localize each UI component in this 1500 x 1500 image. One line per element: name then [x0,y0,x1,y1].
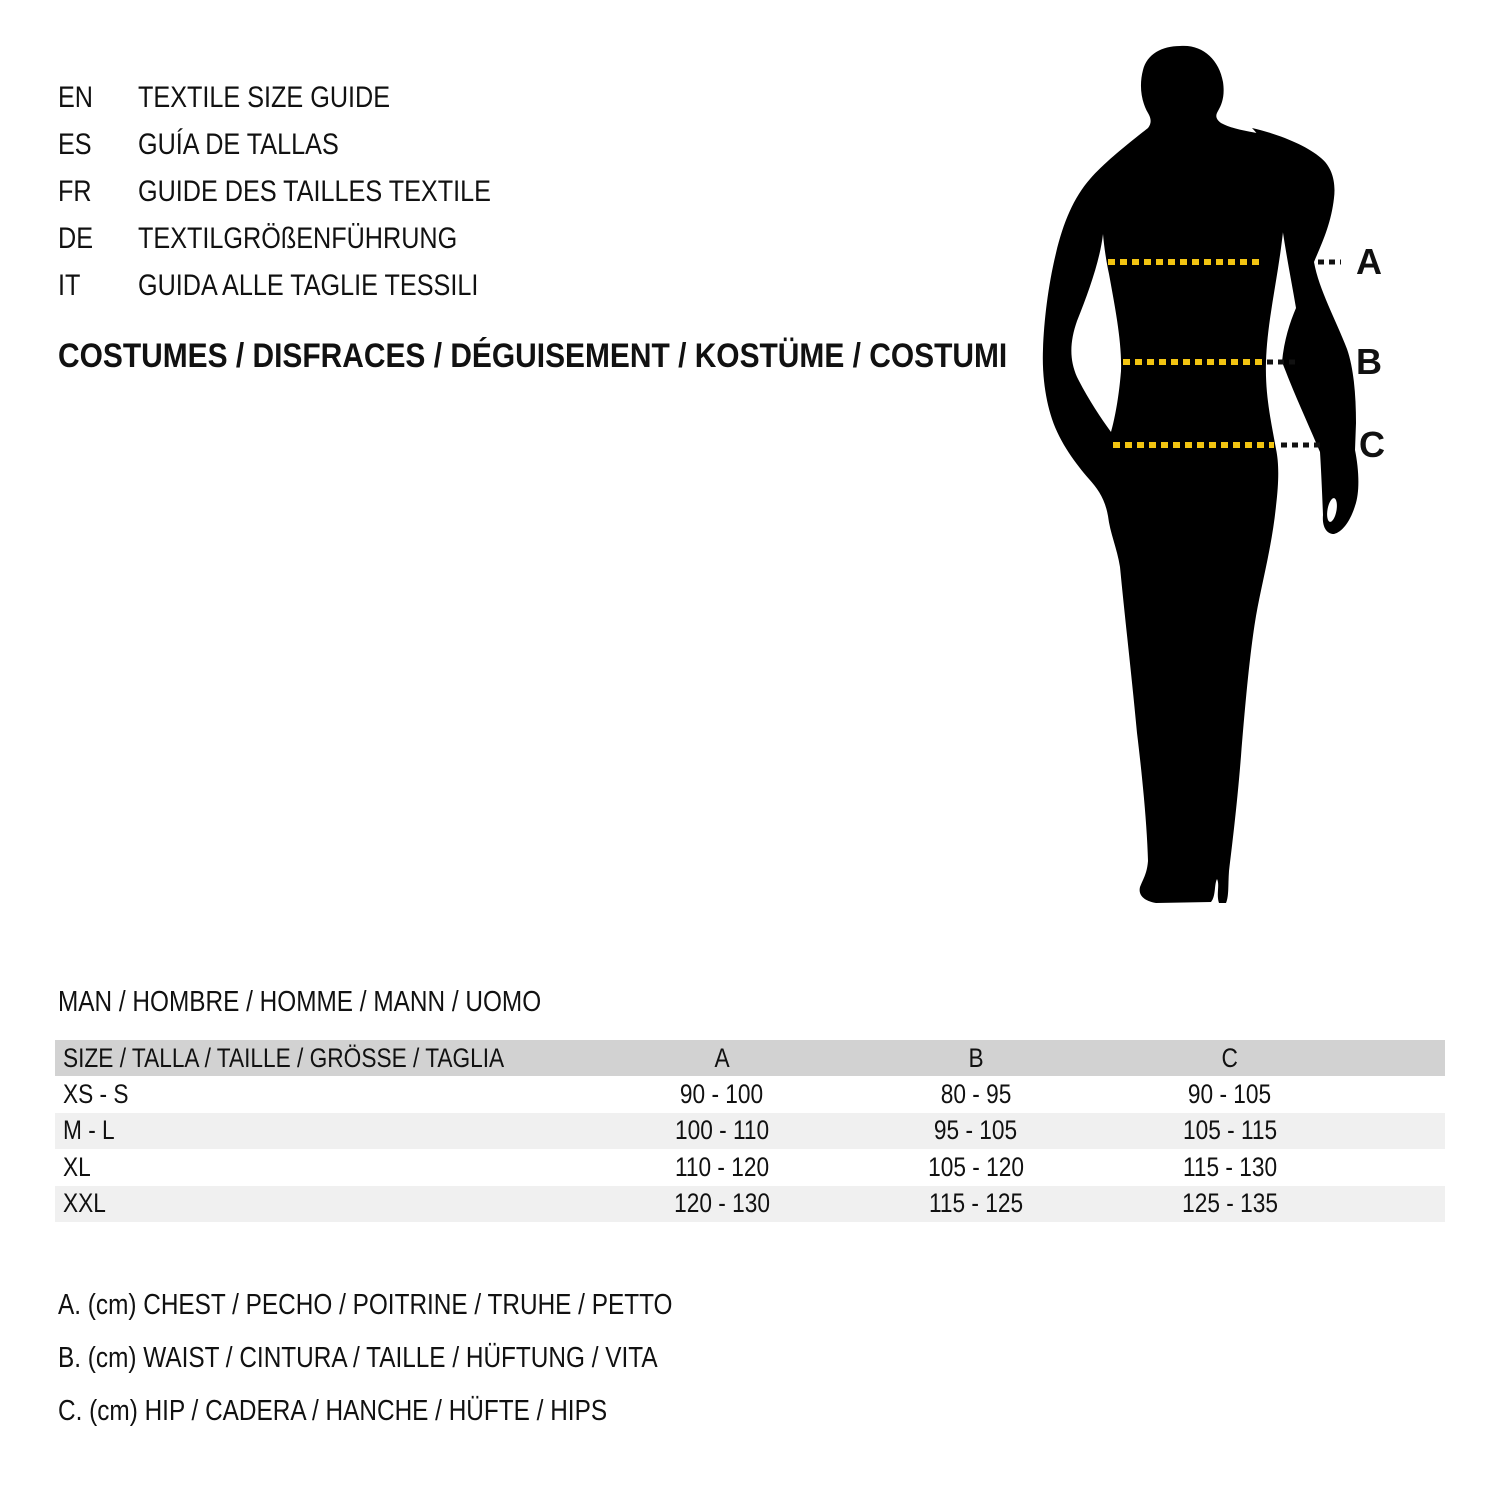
language-row [58,121,558,168]
language-label: TEXTILGRÖßENFÜHRUNG [138,222,458,255]
measurement-legend [58,1279,790,1438]
value-cell-c: 90 - 105 [1188,1078,1272,1109]
size-table [55,1040,1445,1222]
table-header-col-c: C [1221,1042,1239,1073]
size-cell: XL [63,1151,91,1182]
value-cell-b: 105 - 120 [928,1151,1024,1182]
language-row [58,168,558,215]
marker-label-c: C [1359,424,1385,465]
language-row [58,215,558,262]
table-header-size: SIZE / TALLA / TAILLE / GRÖSSE / TAGLIA [63,1042,505,1073]
table-header-col-b: B [968,1042,984,1073]
value-cell-c: 105 - 115 [1182,1115,1278,1146]
man-silhouette [1043,46,1286,903]
value-cell-b: 115 - 125 [928,1188,1024,1219]
table-header-col-a: A [714,1042,730,1073]
size-cell: XXL [63,1188,106,1219]
legend-item-b: B. (cm) WAIST / CINTURA / TAILLE / HÜFTUNG / VITA [58,1342,658,1374]
language-label: TEXTILE SIZE GUIDE [138,81,391,114]
language-guide [58,74,558,309]
value-cell-b: 80 - 95 [940,1078,1012,1109]
language-label: GUÍA DE TALLAS [138,128,339,161]
size-cell: XS - S [63,1078,129,1109]
value-cell-a: 110 - 120 [674,1151,770,1182]
table-row [55,1113,1445,1150]
language-code: DE [58,222,94,255]
language-label: GUIDA ALLE TAGLIE TESSILI [138,269,479,302]
language-row [58,74,558,121]
language-row [58,262,558,309]
language-code: EN [58,81,94,114]
category-title: COSTUMES / DISFRACES / DÉGUISEMENT / KOSTÜME / COSTUMI [58,337,1008,375]
legend-item-a: A. (cm) CHEST / PECHO / POITRINE / TRUHE / PETTO [58,1289,673,1321]
value-cell-b: 95 - 105 [934,1115,1018,1146]
value-cell-a: 90 - 100 [680,1078,764,1109]
value-cell-a: 120 - 130 [674,1188,770,1219]
value-cell-c: 125 - 135 [1182,1188,1278,1219]
table-row [55,1186,1445,1223]
value-cell-c: 115 - 130 [1182,1151,1278,1182]
language-code: ES [58,128,92,161]
size-cell: M - L [63,1115,115,1146]
section-heading: MAN / HOMBRE / HOMME / MANN / UOMO [58,986,542,1018]
legend-item-c: C. (cm) HIP / CADERA / HANCHE / HÜFTE / HIPS [58,1395,608,1427]
marker-label-b: B [1356,341,1382,382]
value-cell-a: 100 - 110 [674,1115,770,1146]
language-code: IT [58,269,81,302]
size-figure [1020,30,1440,930]
table-row [55,1076,1445,1113]
table-row [55,1149,1445,1186]
table-header-row [55,1040,1445,1076]
marker-label-a: A [1356,241,1382,282]
language-label: GUIDE DES TAILLES TEXTILE [138,175,491,208]
language-code: FR [58,175,92,208]
